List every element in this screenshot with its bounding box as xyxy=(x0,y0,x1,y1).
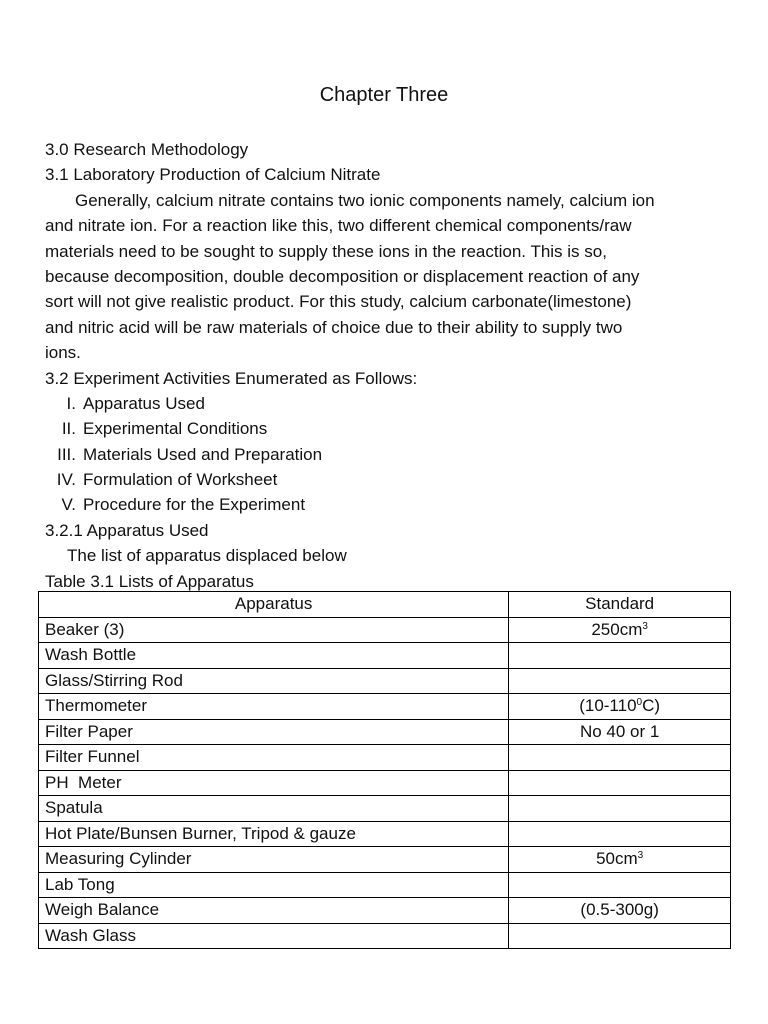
list-numeral: I. xyxy=(66,393,76,413)
paragraph-line: sort will not give realistic product. For this study, calcium carbonate(limestone) xyxy=(45,292,632,312)
paragraph-line: materials need to be sought to supply these ions in the reaction. This is so, xyxy=(45,241,607,261)
table-row xyxy=(39,923,731,949)
paragraph-line: and nitric acid will be raw materials of choice due to their ability to supply two xyxy=(45,317,623,337)
table-row xyxy=(39,796,731,822)
apparatus-cell: PH Meter xyxy=(39,770,509,796)
apparatus-cell: Measuring Cylinder xyxy=(39,847,509,873)
apparatus-cell: Glass/Stirring Rod xyxy=(39,668,509,694)
standard-cell xyxy=(509,923,731,949)
table-row xyxy=(39,745,731,771)
standard-suffix: C) xyxy=(642,696,661,716)
list-text: Apparatus Used xyxy=(83,393,205,413)
apparatus-cell: Beaker (3) xyxy=(39,617,509,643)
standard-cell xyxy=(509,617,731,643)
standard-cell xyxy=(509,643,731,669)
header-apparatus: Apparatus xyxy=(39,592,509,618)
standard-cell xyxy=(509,668,731,694)
superscript: 3 xyxy=(642,620,648,632)
table-caption: Table 3.1 Lists of Apparatus xyxy=(45,571,254,591)
standard-value: 50cm xyxy=(596,849,638,869)
apparatus-cell: Wash Bottle xyxy=(39,643,509,669)
superscript: 0 xyxy=(636,697,643,709)
standard-cell xyxy=(509,745,731,771)
activity-list-item xyxy=(45,492,735,517)
apparatus-cell: Filter Funnel xyxy=(39,745,509,771)
apparatus-cell: Spatula xyxy=(39,796,509,822)
table-row xyxy=(39,898,731,924)
document-body xyxy=(45,137,735,594)
apparatus-cell: Hot Plate/Bunsen Burner, Tripod & gauze xyxy=(39,821,509,847)
list-numeral: II. xyxy=(61,419,76,439)
chapter-title: Chapter Three xyxy=(319,84,449,106)
table-row xyxy=(39,668,731,694)
superscript: 3 xyxy=(637,850,644,862)
activity-list-item xyxy=(45,416,735,441)
table-row xyxy=(39,847,731,873)
standard-cell xyxy=(509,847,731,873)
apparatus-cell: Wash Glass xyxy=(39,923,509,949)
apparatus-cell: Lab Tong xyxy=(39,872,509,898)
apparatus-cell: Thermometer xyxy=(39,694,509,720)
table-row xyxy=(39,872,731,898)
apparatus-table xyxy=(38,591,731,949)
table-header-row xyxy=(39,592,731,618)
apparatus-intro: The list of apparatus displaced below xyxy=(67,546,347,566)
section-heading-3-2: 3.2 Experiment Activities Enumerated as Follows: xyxy=(45,368,418,388)
standard-cell xyxy=(509,821,731,847)
table-row xyxy=(39,821,731,847)
paragraph-line: because decomposition, double decomposition or displacement reaction of any xyxy=(45,266,640,286)
apparatus-cell: Weigh Balance xyxy=(39,898,509,924)
paragraph-line: Generally, calcium nitrate contains two ionic components namely, calcium ion xyxy=(75,190,655,210)
standard-value: No 40 or 1 xyxy=(579,721,660,741)
list-numeral: III. xyxy=(57,444,76,464)
list-numeral: IV. xyxy=(56,470,76,490)
table-row xyxy=(39,643,731,669)
list-text: Experimental Conditions xyxy=(83,419,268,439)
activity-list-item xyxy=(45,467,735,492)
list-text: Procedure for the Experiment xyxy=(83,495,306,515)
standard-cell xyxy=(509,872,731,898)
list-text: Formulation of Worksheet xyxy=(83,470,278,490)
list-text: Materials Used and Preparation xyxy=(83,444,323,464)
apparatus-cell: Filter Paper xyxy=(39,719,509,745)
activity-list-item xyxy=(45,391,735,416)
section-heading-3-0: 3.0 Research Methodology xyxy=(45,140,249,159)
standard-cell xyxy=(509,694,731,720)
table-row xyxy=(39,617,731,643)
header-standard: Standard xyxy=(509,592,731,618)
section-heading-3-2-1: 3.2.1 Apparatus Used xyxy=(45,520,209,540)
section-heading-3-1: 3.1 Laboratory Production of Calcium Nitrate xyxy=(45,165,381,185)
table-row xyxy=(39,694,731,720)
paragraph-line: ions. xyxy=(45,343,81,363)
table-row xyxy=(39,719,731,745)
standard-cell xyxy=(509,770,731,796)
table-row xyxy=(39,770,731,796)
paragraph-line: and nitrate ion. For a reaction like this, two different chemical components/raw xyxy=(45,216,632,236)
standard-value: (10-110 xyxy=(579,696,637,716)
list-numeral: V. xyxy=(61,495,76,515)
standard-value: (0.5-300g) xyxy=(580,900,659,920)
activity-list-item xyxy=(45,442,735,467)
standard-cell xyxy=(509,898,731,924)
standard-cell xyxy=(509,719,731,745)
standard-value: 250cm xyxy=(591,619,643,639)
standard-cell xyxy=(509,796,731,822)
